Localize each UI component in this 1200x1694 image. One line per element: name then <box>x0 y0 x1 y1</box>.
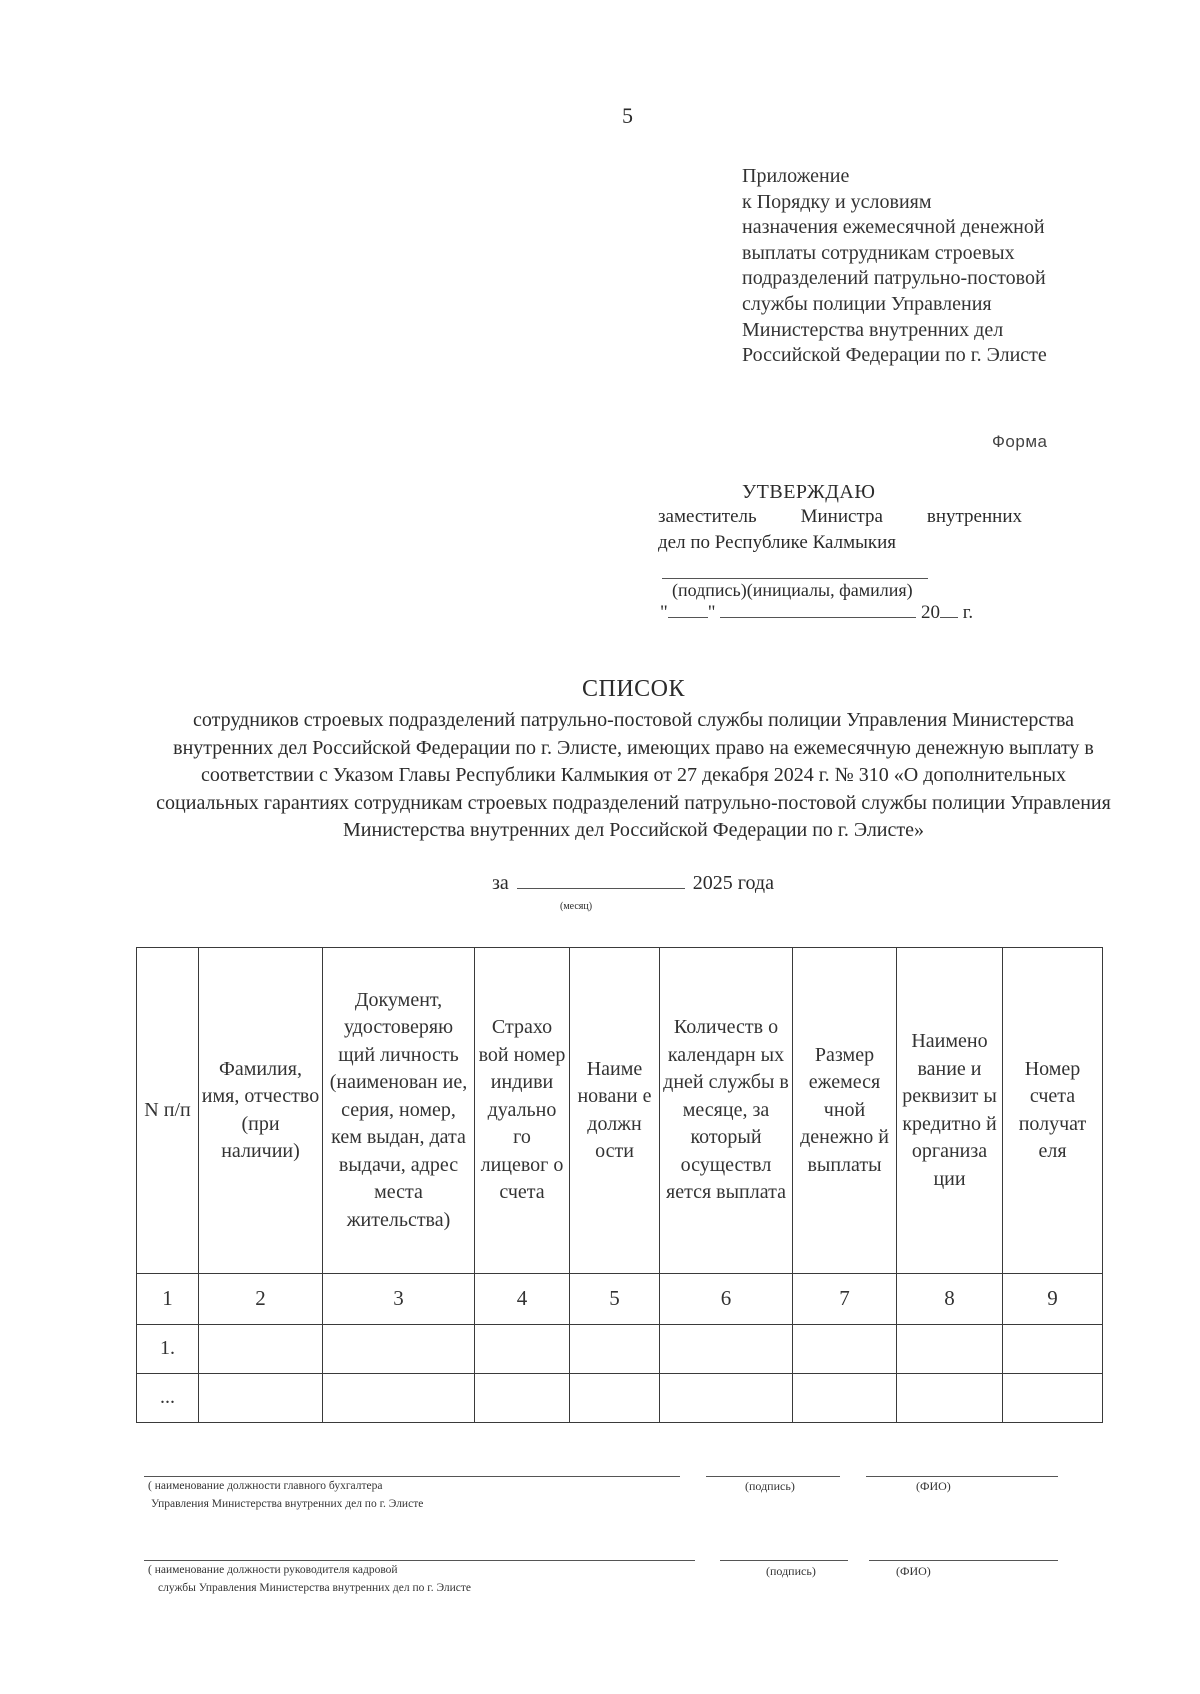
accountant-position-caption-line2: Управления Министерства внутренних дел по г. Элисте <box>151 1498 424 1510</box>
hr-signature-caption: (подпись) <box>766 1564 816 1578</box>
table-cell <box>323 1325 475 1374</box>
approval-signature-line <box>662 578 928 579</box>
appendix-line: выплаты сотрудникам строевых <box>742 241 1015 264</box>
table-cell <box>199 1374 323 1423</box>
column-number: 1 <box>137 1274 199 1325</box>
table-row <box>137 1325 1103 1374</box>
table-cell <box>570 1374 660 1423</box>
hr-name-caption: (ФИО) <box>896 1564 931 1578</box>
date-suffix: г. <box>962 602 974 623</box>
appendix-line: к Порядку и условиям <box>742 190 932 213</box>
hr-position-caption-line2: службы Управления Министерства внутренних дел по г. Элисте <box>158 1582 472 1594</box>
table-cell <box>475 1325 570 1374</box>
list-description: сотрудников строевых подразделений патрульно-постовой службы полиции Управления Министерства внутренних дел Российской Федерации по г. Элисте, имеющих право на ежемесячную денежную выплату в соответствии с Указом Главы Республики Калмыкия от 27 декабря 2024 г. № 310 «О дополнительных социальных гарантиях сотрудникам строевых подразделений патрульно-постовой службы полиции Управления Министерства внутренних дел Российской Федерации по г. Элисте» <box>156 709 1111 841</box>
column-number: 5 <box>570 1274 660 1325</box>
accountant-signature-caption: (подпись) <box>745 1479 795 1493</box>
header-cell: Документ, удостоверяю щий личность (наименован ие, серия, номер, кем выдан, дата выдачи, адрес места жительства) <box>323 948 475 1274</box>
table-cell: ... <box>137 1374 199 1423</box>
accountant-position-caption-line1: ( наименование должности главного бухгалтера <box>148 1480 383 1492</box>
approval-title: УТВЕРЖДАЮ <box>742 481 876 503</box>
approval-signature-caption: (подпись)(инициалы, фамилия) <box>672 580 913 600</box>
table-cell <box>897 1325 1003 1374</box>
list-title: СПИСОК <box>581 676 686 702</box>
hr-position-line <box>144 1560 695 1561</box>
hr-position-caption-line1: ( наименование должности руководителя кадровой <box>148 1564 398 1576</box>
header-cell: Количеств о календарн ых дней службы в месяце, за который осуществл яется выплата <box>660 948 793 1274</box>
column-number: 9 <box>1003 1274 1103 1325</box>
appendix-line: Министерства внутренних дел <box>742 318 1004 341</box>
table-cell <box>793 1325 897 1374</box>
header-cell: Номер счета получат еля <box>1003 948 1103 1274</box>
table-cell <box>660 1374 793 1423</box>
date-year-prefix: 20 <box>921 602 941 623</box>
accountant-signature-line <box>706 1476 840 1477</box>
approval-position-line1: заместитель Министра внутренних <box>658 506 1022 527</box>
column-number: 6 <box>660 1274 793 1325</box>
header-cell: Наимено вание и реквизит ы кредитно й организа ции <box>897 948 1003 1274</box>
column-number: 4 <box>475 1274 570 1325</box>
appendix-line: назначения ежемесячной денежной <box>742 216 1045 239</box>
table-cell <box>475 1374 570 1423</box>
appendix-line: Российской Федерации по г. Элисте <box>742 344 1047 367</box>
month-blank <box>517 888 685 889</box>
table-cell <box>1003 1325 1103 1374</box>
column-number: 3 <box>323 1274 475 1325</box>
column-number: 2 <box>199 1274 323 1325</box>
approval-date-line: " " 20 г. <box>660 602 974 623</box>
period-prefix: за <box>492 872 509 894</box>
table-row <box>137 1374 1103 1423</box>
page-number: 5 <box>622 103 633 128</box>
month-caption: (месяц) <box>560 901 593 912</box>
period-suffix: 2025 года <box>692 872 774 894</box>
hr-name-line <box>869 1560 1058 1561</box>
table-cell <box>570 1325 660 1374</box>
table-cell <box>323 1374 475 1423</box>
appendix-line: Приложение <box>742 165 850 187</box>
header-cell: Страхо вой номер индиви дуально го лицевог о счета <box>475 948 570 1274</box>
accountant-name-caption: (ФИО) <box>916 1479 951 1493</box>
table-cell <box>660 1325 793 1374</box>
approval-position-line2: дел по Республике Калмыкия <box>658 532 897 553</box>
header-cell: N п/п <box>137 948 199 1274</box>
period-line <box>492 872 774 895</box>
appendix-line: службы полиции Управления <box>742 292 992 315</box>
table-cell <box>897 1374 1003 1423</box>
table-header-row <box>137 948 1103 1274</box>
table-cell <box>1003 1374 1103 1423</box>
appendix-line: подразделений патрульно-постовой <box>742 267 1046 290</box>
header-cell: Фамилия, имя, отчество (при наличии) <box>199 948 323 1274</box>
hr-signature-line <box>720 1560 848 1561</box>
employee-list-table <box>136 947 1103 1423</box>
table-cell <box>199 1325 323 1374</box>
column-number: 7 <box>793 1274 897 1325</box>
accountant-name-line <box>866 1476 1058 1477</box>
form-label: Форма <box>992 432 1048 451</box>
table-cell: 1. <box>137 1325 199 1374</box>
table-cell <box>793 1374 897 1423</box>
header-cell: Наиме новани е должн ости <box>570 948 660 1274</box>
column-number: 8 <box>897 1274 1003 1325</box>
appendix-block <box>742 164 1047 369</box>
column-number-row <box>137 1274 1103 1325</box>
accountant-position-line <box>144 1476 680 1477</box>
header-cell: Размер ежемеся чной денежно й выплаты <box>793 948 897 1274</box>
